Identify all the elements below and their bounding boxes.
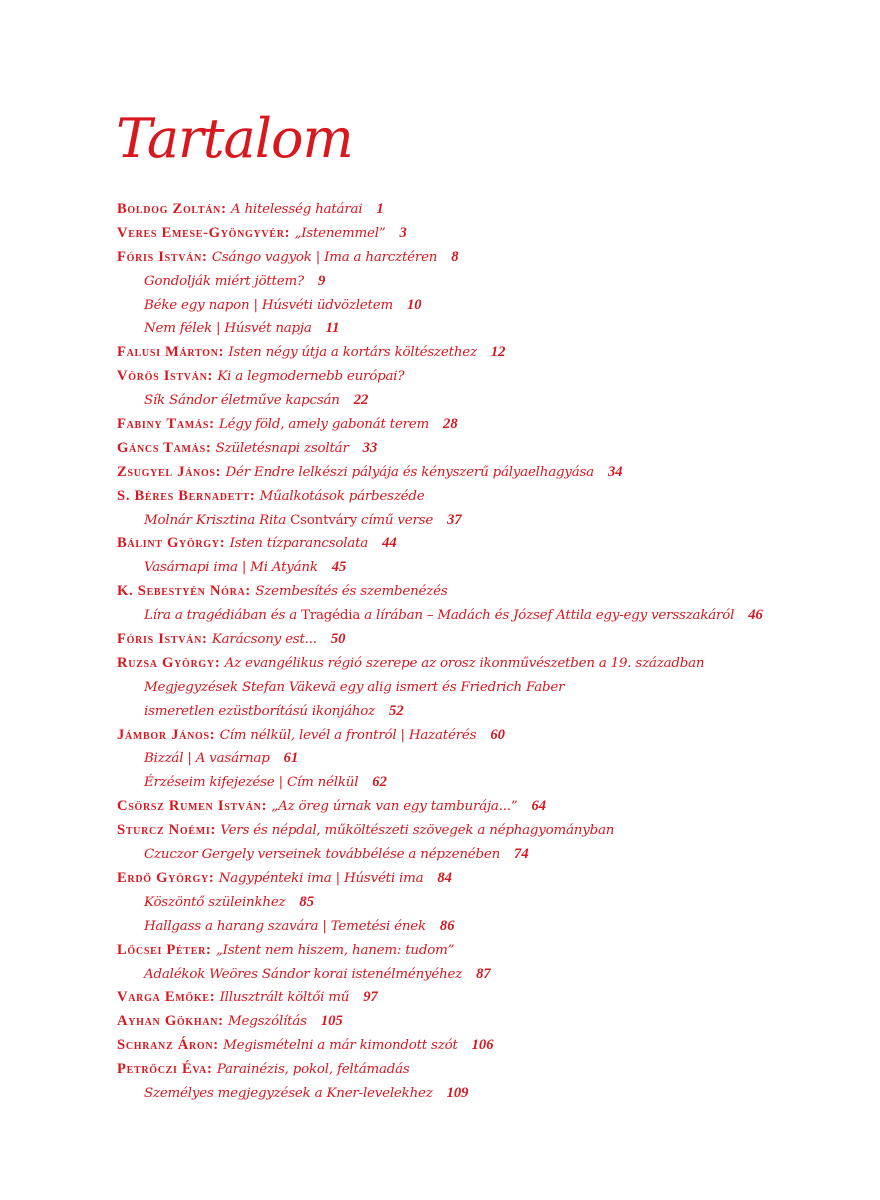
page-number: 46 <box>748 607 763 624</box>
page-number: 44 <box>382 535 397 552</box>
page-number: 106 <box>471 1037 494 1054</box>
entry-title: A hitelesség határai <box>230 202 363 217</box>
toc-entry <box>117 532 857 556</box>
entry-author: Fóris István: <box>117 631 208 648</box>
entry-author: Varga Emőke: <box>117 989 216 1006</box>
entry-title: Vers és népdal, műköltészeti szövegek a néphagyományban <box>220 823 615 839</box>
entry-title: Születésnapi zsoltár <box>215 440 349 456</box>
page-number: 28 <box>443 416 458 433</box>
entry-title: Nem félek | Húsvét napja <box>144 321 312 337</box>
toc-entry <box>117 819 857 843</box>
entry-title: Vasárnapi ima | Mi Atyánk <box>144 560 318 576</box>
toc-entry-continuation <box>117 747 857 771</box>
entry-title: Illusztrált költői mű <box>219 990 350 1006</box>
entry-author: Erdő György: <box>117 869 215 886</box>
entry-author: Ruzsa György: <box>117 654 221 671</box>
entry-title: Az evangélikus régió szerepe az orosz ikonművészetben a 19. században <box>224 655 705 671</box>
toc-entry <box>117 628 857 652</box>
toc-entry <box>117 365 857 389</box>
page-number: 50 <box>330 631 346 648</box>
entry-title: Személyes megjegyzések a Kner-levelekhez <box>144 1085 433 1101</box>
toc-entry-continuation <box>117 294 857 318</box>
entry-author: Lőcsei Péter: <box>117 941 212 958</box>
entry-title: Megjegyzések Stefan Väkevä egy alig ismert és Friedrich Faber <box>144 679 565 695</box>
toc-entry-continuation <box>117 915 857 939</box>
entry-title: Megismételni a már kimondott szót <box>223 1038 458 1054</box>
toc-entry <box>117 580 857 604</box>
toc-entry <box>117 461 857 485</box>
toc-entry <box>117 198 857 222</box>
entry-author: Ayhan Gökhan: <box>117 1013 224 1030</box>
toc-entry <box>117 1058 857 1082</box>
toc-entry <box>117 652 857 676</box>
toc-entry-continuation <box>117 963 857 987</box>
page-title: Tartalom <box>116 107 353 170</box>
toc-entry-continuation <box>117 604 857 628</box>
page-number: 87 <box>476 965 491 982</box>
entry-author: S. Béres Bernadett: <box>117 487 256 504</box>
entry-title: Parainézis, pokol, feltámadás <box>216 1062 410 1078</box>
toc-entry-continuation <box>117 556 857 580</box>
page-number: 109 <box>446 1084 469 1101</box>
toc-entry <box>117 795 857 819</box>
entry-author: Fabiny Tamás: <box>117 416 215 433</box>
entry-title: a lírában – Madách és József Attila egy-egy versszakáról <box>360 608 735 624</box>
entry-title: Érzéseim kifejezése | Cím nélkül <box>144 775 359 791</box>
toc-entry-continuation <box>117 771 857 795</box>
page-number: 3 <box>399 224 407 241</box>
page-number: 33 <box>362 439 378 456</box>
entry-title: Líra a tragédiában és a <box>144 608 302 624</box>
toc-entry <box>117 867 857 891</box>
page-number: 11 <box>325 320 340 337</box>
entry-title: „Istent nem hiszem, hanem: tudom” <box>215 942 455 958</box>
entry-title: Köszöntő szüleinkhez <box>144 894 286 910</box>
entry-title: Molnár Krisztina Rita <box>144 512 291 528</box>
toc-entry <box>117 222 857 246</box>
entry-author: Sturcz Noémi: <box>117 822 217 839</box>
entry-title: Cím nélkül, levél a frontról | Hazatérés <box>219 727 477 743</box>
toc-entry <box>117 341 857 365</box>
entry-title: Szembesítés és szembenézés <box>255 584 448 600</box>
entry-title: „Istenemmel” <box>294 225 386 241</box>
entry-author: K. Sebestyén Nóra: <box>117 583 251 600</box>
entry-author: Falusi Márton: <box>117 344 225 361</box>
entry-title: Légy föld, amely gabonát terem <box>218 417 430 433</box>
page-number: 8 <box>451 248 459 265</box>
entry-title: Hallgass a harang szavára | Temetési ének <box>144 918 426 934</box>
page-number: 12 <box>490 344 506 361</box>
page-number: 61 <box>283 750 299 767</box>
page-number: 22 <box>353 392 369 409</box>
entry-author: Gáncs Tamás: <box>117 439 212 456</box>
toc-entry <box>117 986 857 1010</box>
entry-title: Nagypénteki ima | Húsvéti ima <box>218 870 424 886</box>
toc-entry-continuation <box>117 843 857 867</box>
entry-title: Isten tízparancsolata <box>229 536 369 552</box>
entry-title: Gondolják miért jöttem? <box>144 273 304 289</box>
entry-author: Vörös István: <box>117 368 214 385</box>
page-number: 64 <box>531 798 547 815</box>
toc-entry <box>117 413 857 437</box>
page-number: 9 <box>317 272 326 289</box>
entry-title: Béke egy napon | Húsvéti üdvözletem <box>144 297 393 313</box>
toc-entry <box>117 437 857 461</box>
page-number: 74 <box>514 846 529 863</box>
toc-entry-continuation <box>117 891 857 915</box>
page-number: 37 <box>447 511 462 528</box>
toc-entry <box>117 1034 857 1058</box>
page-number: 85 <box>299 893 314 910</box>
entry-title: Adalékok Weöres Sándor korai istenélményéhez <box>144 966 463 982</box>
toc-entry <box>117 246 857 270</box>
entry-author: Petrőczi Éva: <box>117 1061 213 1078</box>
entry-title: Műalkotások párbeszéde <box>259 488 425 504</box>
page-number: 86 <box>439 917 455 934</box>
page-number: 1 <box>376 201 384 217</box>
toc-entry-continuation <box>117 317 857 341</box>
entry-author: Boldog Zoltán: <box>117 201 227 217</box>
entry-author: Fóris István: <box>117 248 208 265</box>
page-number: 62 <box>372 774 387 791</box>
entry-title: „Az öreg úrnak van egy tamburája...” <box>271 799 518 815</box>
entry-title: Isten négy útja a kortárs költészethez <box>228 345 477 361</box>
entry-title: Ki a legmodernebb európai? <box>217 369 405 385</box>
toc-entry-continuation <box>117 700 857 724</box>
toc-entry <box>117 485 857 509</box>
toc-entry-continuation <box>117 509 857 533</box>
entry-author: Veres Emese-Gyöngyvér: <box>117 224 291 241</box>
table-of-contents <box>117 198 857 1106</box>
entry-author: Bálint György: <box>117 535 226 552</box>
page-number: 105 <box>320 1013 343 1030</box>
toc-entry-continuation <box>117 676 857 700</box>
toc-entry <box>117 939 857 963</box>
page-number: 10 <box>406 296 422 313</box>
entry-author: Csörsz Rumen István: <box>117 798 268 815</box>
entry-title: Czuczor Gergely verseinek továbbélése a népzenében <box>144 847 501 863</box>
entry-title: Csángo vagyok | Ima a harcztéren <box>211 249 438 265</box>
page-number: 34 <box>607 463 623 480</box>
entry-author: Schranz Áron: <box>117 1037 219 1054</box>
entry-title: című verse <box>356 512 434 528</box>
entry-title: Megszólítás <box>228 1014 307 1030</box>
page-number: 45 <box>331 559 347 576</box>
entry-title: Tragédia <box>301 608 361 624</box>
page-number: 60 <box>490 726 505 743</box>
entry-author: Jámbor János: <box>117 726 216 743</box>
toc-entry-continuation <box>117 1082 857 1106</box>
entry-title: ismeretlen ezüstborítású ikonjához <box>144 703 376 719</box>
entry-author: Zsugyel János: <box>117 463 222 480</box>
page-number: 97 <box>363 989 378 1006</box>
entry-title: Dér Endre lelkészi pályája és kényszerű pályaelhagyása <box>225 464 594 480</box>
page-number: 52 <box>389 702 404 719</box>
entry-title: Karácsony est... <box>211 632 317 648</box>
entry-title: Bizzál | A vasárnap <box>144 751 270 767</box>
toc-entry <box>117 1010 857 1034</box>
toc-entry-continuation <box>117 270 857 294</box>
toc-entry-continuation <box>117 389 857 413</box>
entry-title: Csontváry <box>290 512 357 528</box>
entry-title: Sík Sándor életműve kapcsán <box>144 393 340 409</box>
toc-entry <box>117 724 857 748</box>
page-number: 84 <box>437 869 452 886</box>
